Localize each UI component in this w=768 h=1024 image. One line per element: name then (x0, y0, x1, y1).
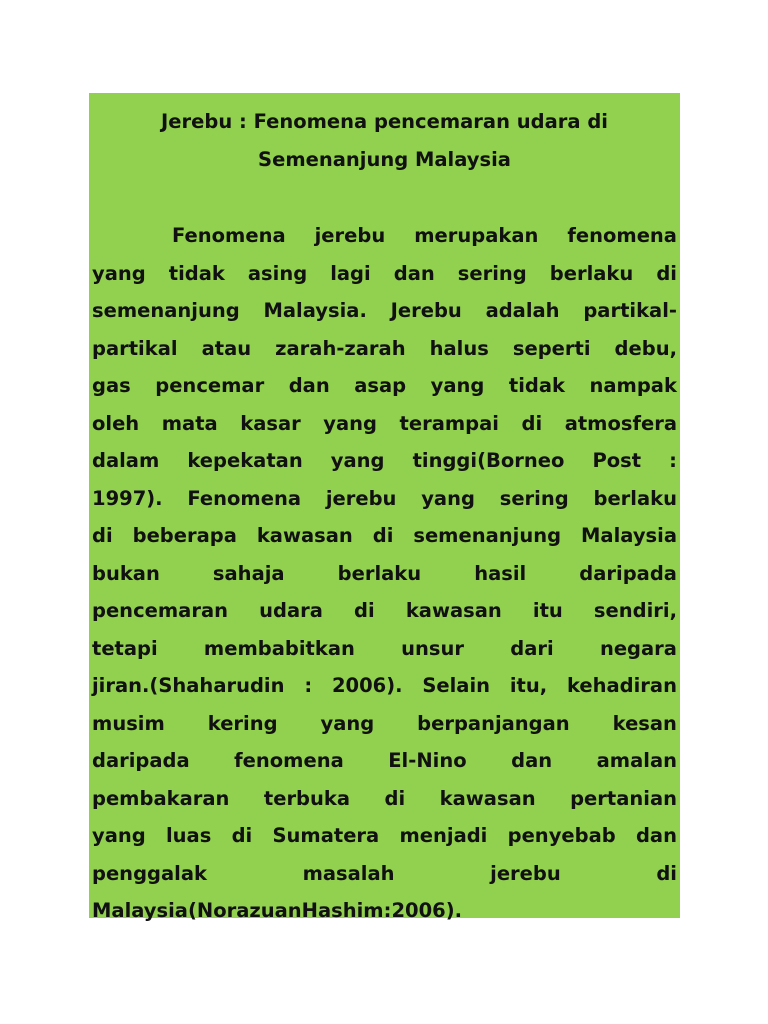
paragraph-word: hasil (474, 561, 527, 585)
paragraph-word: semenanjung (413, 524, 562, 547)
paragraph-line (92, 555, 677, 593)
paragraph-word: dan (635, 824, 677, 847)
paragraph-word: jerebu (325, 486, 397, 510)
paragraph-word: itu, (509, 674, 548, 697)
paragraph-word: Post (592, 449, 642, 472)
paragraph-word: di (231, 824, 253, 847)
paragraph-word: tidak (168, 261, 225, 285)
paragraph-word: semenanjung (92, 299, 240, 322)
paragraph-line (92, 217, 677, 255)
paragraph-word: di (521, 411, 543, 435)
paragraph-word: kawasan (439, 786, 536, 810)
paragraph-word: sering (499, 486, 569, 510)
paragraph-word: dari (510, 636, 554, 660)
paragraph-word: yang (92, 261, 146, 285)
paragraph-word: terbuka (263, 786, 351, 810)
paragraph-word: Hashim: (301, 899, 392, 922)
paragraph-word: unsur (401, 636, 465, 660)
paragraph-word: di (656, 261, 677, 285)
paragraph-line (92, 292, 677, 330)
paragraph-word: Fenomena (172, 224, 286, 247)
paragraph-line (92, 405, 677, 443)
paragraph-word: El-Nino (388, 749, 467, 772)
paragraph-word: Selain (422, 674, 491, 697)
paragraph-word: 1997). (92, 486, 163, 510)
document-title (92, 103, 677, 179)
paragraph-word: yang (323, 411, 377, 435)
paragraph-word: kawasan (256, 524, 353, 547)
paragraph-word: oleh (92, 411, 140, 435)
paragraph-line (92, 255, 677, 293)
paragraph-word: sahaja (212, 561, 285, 585)
paragraph-word: 2006). (391, 899, 463, 922)
paragraph-line (92, 480, 677, 518)
paragraph-word: udara (259, 599, 323, 622)
paragraph-word: yang (430, 374, 485, 397)
body-paragraph (92, 217, 677, 930)
paragraph-word: berlaku (593, 486, 677, 510)
paragraph-word: kehadiran (566, 674, 677, 697)
paragraph-word: merupakan (414, 224, 539, 247)
paragraph-word: 2006). (331, 674, 403, 697)
paragraph-word: : (669, 449, 677, 472)
paragraph-line (92, 705, 677, 743)
paragraph-word: tidak (508, 374, 565, 397)
paragraph-line (92, 442, 677, 480)
paragraph-word: luas (165, 824, 212, 847)
paragraph-word: seperti (512, 336, 591, 360)
paragraph-word: negara (599, 636, 677, 660)
paragraph-word: sendiri, (593, 599, 677, 622)
paragraph-word: amalan (596, 749, 677, 772)
paragraph-word: kesan (612, 711, 677, 735)
paragraph-word: daripada (92, 749, 190, 772)
paragraph-word: partikal- (583, 299, 677, 322)
paragraph-word: adalah (485, 299, 560, 322)
paragraph-word: berlaku (549, 261, 634, 285)
paragraph-word: Fenomena (187, 486, 302, 510)
paragraph-word: di (384, 786, 406, 810)
paragraph-word: penyebab (507, 824, 616, 847)
paragraph-line (92, 780, 677, 818)
document-box (89, 93, 680, 922)
paragraph-word: dan (511, 749, 553, 772)
paragraph-word: tinggi(Borneo (412, 449, 565, 472)
paragraph-word: nampak (589, 374, 677, 397)
paragraph-word: lagi (330, 261, 371, 285)
paragraph-word: Malaysia(Norazuan (92, 899, 302, 922)
paragraph-word: dan (393, 261, 435, 285)
paragraph-word: Jerebu (390, 299, 462, 322)
paragraph-line (92, 817, 677, 855)
title-line-2: Semenanjung Malaysia (258, 148, 511, 171)
paragraph-word: di (656, 861, 677, 885)
paragraph-word: yang (421, 486, 475, 510)
paragraph-word: kasar (240, 411, 301, 435)
paragraph-word: yang (320, 711, 375, 735)
paragraph-word: fenomena (567, 224, 677, 247)
paragraph-word: pembakaran (92, 786, 230, 810)
paragraph-word: yang (92, 824, 146, 847)
paragraph-word: sering (457, 261, 527, 285)
paragraph-word: debu, (614, 336, 677, 360)
paragraph-word: pertanian (570, 786, 677, 810)
paragraph-word: kepekatan (187, 449, 303, 472)
paragraph-word: daripada (579, 561, 677, 585)
paragraph-line (92, 742, 677, 780)
paragraph-word: jiran.(Shaharudin (92, 674, 285, 697)
paragraph-word: pencemar (155, 374, 265, 397)
paragraph-word: terampai (399, 411, 499, 435)
paragraph-word: zarah-zarah (275, 336, 406, 360)
paragraph-word: jerebu (490, 861, 561, 885)
paragraph-word: Malaysia. (263, 299, 367, 322)
paragraph-word: penggalak (92, 861, 207, 885)
paragraph-word: membabitkan (203, 636, 355, 660)
paragraph-word: mata (161, 411, 218, 435)
paragraph-word: bukan (92, 561, 160, 585)
paragraph-word: masalah (302, 861, 395, 885)
paragraph-word: asap (354, 374, 407, 397)
paragraph-word: dalam (92, 449, 160, 472)
paragraph-word: asing (247, 261, 308, 285)
paragraph-word: atau (201, 336, 252, 360)
paragraph-line (92, 330, 677, 368)
paragraph-word: dan (288, 374, 330, 397)
paragraph-word: jerebu (314, 224, 386, 247)
paragraph-word: di (92, 524, 113, 547)
paragraph-line (92, 630, 677, 668)
paragraph-word: fenomena (234, 749, 344, 772)
paragraph-word: menjadi (399, 824, 488, 847)
paragraph-line (92, 855, 677, 893)
paragraph-word: kawasan (405, 599, 502, 622)
paragraph-word: tetapi (92, 636, 158, 660)
paragraph-word: musim (92, 711, 165, 735)
paragraph-line (92, 517, 677, 555)
paragraph-line (92, 667, 677, 705)
paragraph-line (92, 367, 677, 405)
paragraph-word: gas (92, 374, 131, 397)
paragraph-word: pencemaran (92, 599, 228, 622)
paragraph-word: Malaysia (581, 524, 677, 547)
title-line-1: Jerebu : Fenomena pencemaran udara di (161, 110, 608, 133)
paragraph-line (92, 892, 677, 930)
paragraph-word: itu (532, 599, 563, 622)
paragraph-word: kering (207, 711, 278, 735)
paragraph-word: Sumatera (272, 824, 380, 847)
paragraph-word: berpanjangan (417, 711, 570, 735)
paragraph-word: partikal (92, 336, 178, 360)
paragraph-word: yang (330, 449, 385, 472)
paragraph-word: halus (429, 336, 489, 360)
paragraph-word: beberapa (132, 524, 237, 547)
paragraph-word: berlaku (337, 561, 422, 585)
paragraph-word: di (372, 524, 394, 547)
paragraph-word: atmosfera (564, 411, 677, 435)
paragraph-line (92, 592, 677, 630)
paragraph-word: : (304, 674, 313, 697)
paragraph-word: di (354, 599, 375, 622)
